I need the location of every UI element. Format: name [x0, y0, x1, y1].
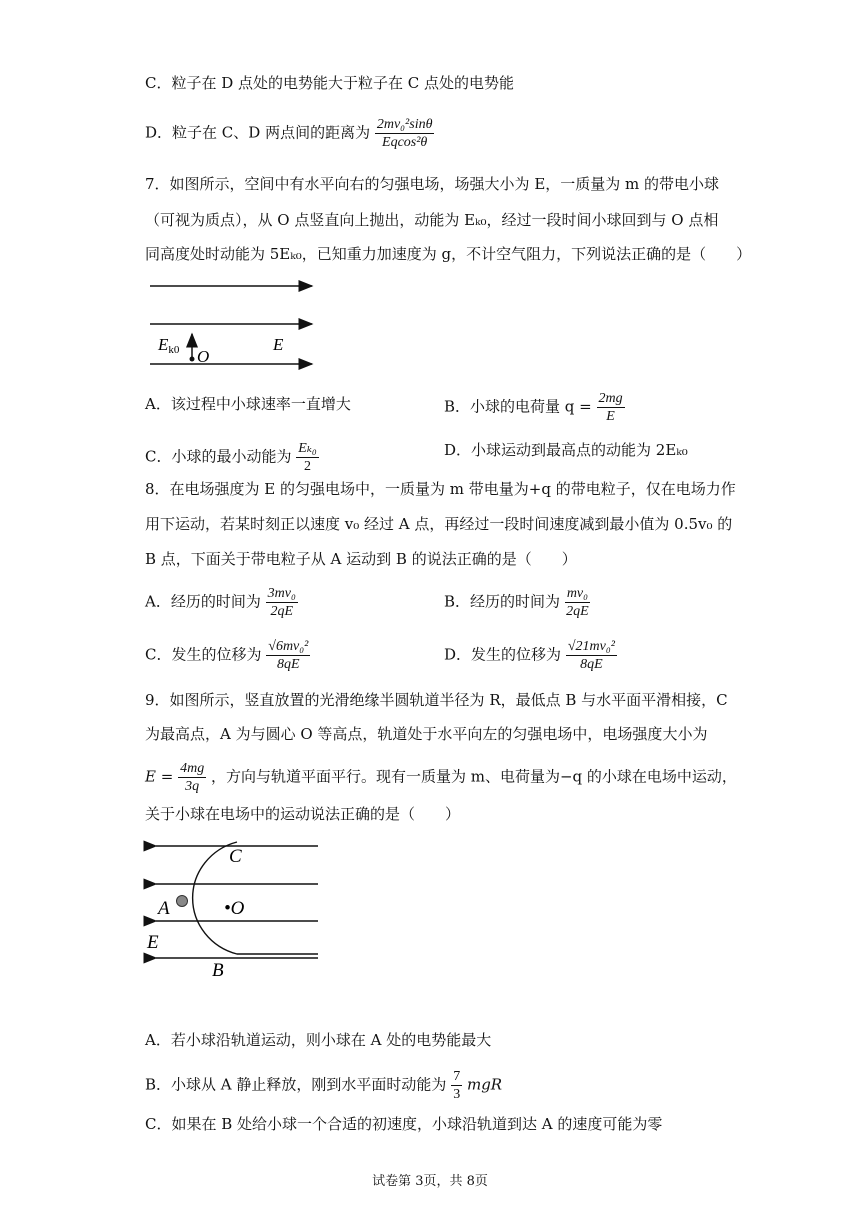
fraction-denominator: 3q [185, 779, 200, 794]
fraction-denominator: 2qE [270, 604, 293, 619]
q7-option-c [145, 440, 319, 475]
fraction-numerator: 4mg [180, 761, 205, 776]
fraction-denominator: 2qE [566, 604, 589, 619]
q9-option-b [145, 1068, 502, 1103]
label-ek0: Ek0 [158, 335, 180, 356]
q8-option-a-fraction [266, 585, 298, 620]
label-o: O [197, 347, 210, 366]
semicircle-track [193, 842, 318, 954]
q7-stem-line2: （可视为质点），从 O 点竖直向上抛出，动能为 Eₖ₀，经过一段时间小球回到与 O 点相 [145, 211, 719, 229]
q6-option-d-fraction [375, 116, 435, 151]
q9-stem-line3 [145, 760, 737, 795]
q7-option-b [444, 390, 625, 425]
fraction-numerator: 3mv₀ [267, 586, 296, 601]
q9-stem-line1: 9．如图所示，竖直放置的光滑绝缘半圆轨道半径为 R，最低点 B 与水平面平滑相接，C [145, 691, 728, 709]
q9-stem-line2: 为最高点，A 为与圆心 O 等高点，轨道处于水平向左的匀强电场中，电场强度大小为 [145, 725, 708, 743]
fraction-numerator: √6mv₀² [268, 639, 309, 654]
fraction-numerator: Eₖ₀ [298, 441, 317, 456]
fraction-numerator: 2mg [598, 391, 623, 406]
q9-field-fraction [178, 760, 206, 795]
fraction-numerator: 2mv₀²sinθ [376, 117, 433, 132]
q6-option-c: C．粒子在 D 点处的电势能大于粒子在 C 点处的电势能 [145, 74, 515, 92]
q8-option-a [145, 585, 298, 620]
q8-option-c-fraction [266, 638, 310, 673]
q8-stem-line1: 8．在电场强度为 E 的匀强电场中，一质量为 m 带电量为+q 的带电粒子，仅在电场力作 [145, 480, 736, 498]
q9-figure [140, 832, 330, 982]
label-o: •O [224, 898, 245, 919]
fraction-numerator: 7 [453, 1069, 461, 1084]
q8-option-d [444, 638, 617, 673]
q8-option-d-text: D．发生的位移为 [444, 645, 562, 664]
q7-option-c-text: C．小球的最小动能为 [145, 447, 292, 466]
q9-option-b-text: B．小球从 A 静止释放，刚到水平面时动能为 [145, 1075, 447, 1094]
ball [177, 896, 188, 907]
fraction-denominator: E [606, 409, 615, 424]
q7-option-d: D．小球运动到最高点的动能为 2Eₖ₀ [444, 441, 688, 459]
q9-stem-line3-prefix: E = [145, 767, 174, 786]
q9-option-c: C．如果在 B 处给小球一个合适的初速度，小球沿轨道到达 A 的速度可能为零 [145, 1115, 663, 1133]
q8-option-c [145, 638, 310, 673]
q8-option-a-text: A．经历的时间为 [145, 592, 261, 611]
q8-stem-line2: 用下运动，若某时刻正以速度 v₀ 经过 A 点，再经过一段时间速度减到最小值为 0.5v₀ 的 [145, 515, 733, 533]
q6-option-d [145, 116, 434, 151]
fraction-denominator: 8qE [277, 657, 300, 672]
q7-option-c-fraction [296, 440, 319, 475]
label-c: C [229, 846, 242, 867]
q8-option-b-fraction [565, 585, 590, 620]
q6-option-d-text: D．粒子在 C、D 两点间的距离为 [145, 123, 371, 142]
q9-stem-line4: 关于小球在电场中的运动说法正确的是（ ） [145, 805, 461, 823]
label-a: A [158, 898, 170, 919]
q9-option-b-suffix: mgR [466, 1075, 503, 1094]
q8-option-b-text: B．经历的时间为 [444, 592, 561, 611]
q7-stem-line1: 7．如图所示，空间中有水平向右的匀强电场，场强大小为 E，一质量为 m 的带电小球 [145, 175, 720, 193]
q7-option-b-fraction [597, 390, 625, 425]
q7-option-a: A．该过程中小球速率一直增大 [145, 395, 351, 413]
fraction-numerator: mv₀ [566, 586, 589, 601]
q7-figure [140, 276, 330, 376]
fraction-denominator: 2 [304, 459, 312, 474]
q9-option-b-fraction [451, 1068, 462, 1103]
label-e: E [273, 335, 284, 354]
label-b: B [212, 960, 224, 981]
fraction-denominator: 3 [453, 1087, 461, 1102]
fraction-numerator: √21mv₀² [567, 639, 615, 654]
q8-option-b [444, 585, 590, 620]
fraction-denominator: Eqcos²θ [382, 135, 428, 150]
q7-option-b-text: B．小球的电荷量 q = [444, 397, 592, 416]
q9-stem-line3-suffix: ，方向与轨道平面平行。现有一质量为 m、电荷量为−q 的小球在电场中运动， [210, 767, 737, 786]
ball-dot [190, 357, 195, 362]
q8-option-d-fraction [566, 638, 617, 673]
q7-stem-line3: 同高度处时动能为 5Eₖ₀，已知重力加速度为 g，不计空气阻力，下列说法正确的是（ ） [145, 245, 752, 263]
q8-stem-line3: B 点，下面关于带电粒子从 A 运动到 B 的说法正确的是（ ） [145, 550, 577, 568]
q9-option-a: A．若小球沿轨道运动，则小球在 A 处的电势能最大 [145, 1031, 492, 1049]
fraction-denominator: 8qE [580, 657, 603, 672]
q8-option-c-text: C．发生的位移为 [145, 645, 262, 664]
page-footer: 试卷第 3页，共 8页 [372, 1174, 488, 1189]
label-e: E [147, 932, 159, 953]
